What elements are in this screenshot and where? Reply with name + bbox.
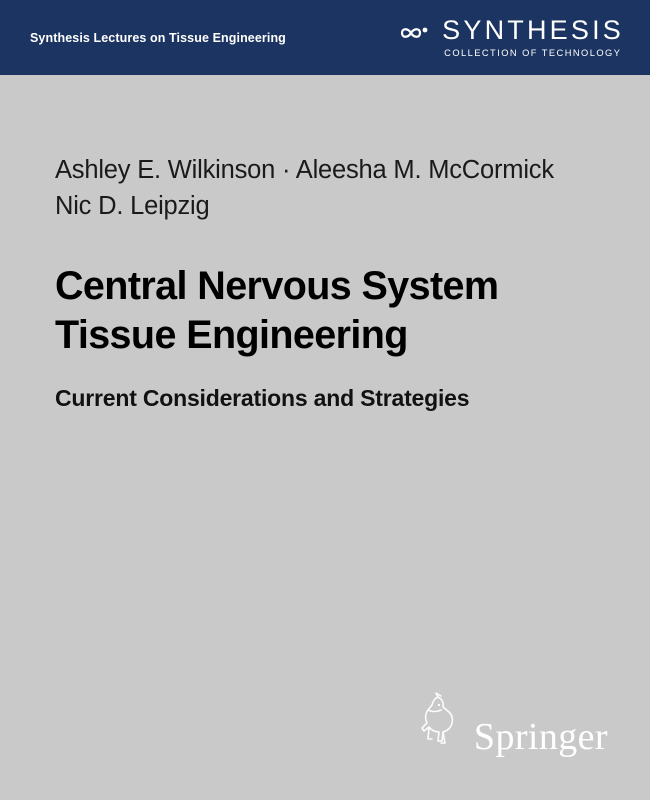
series-title: Synthesis Lectures on Tissue Engineering — [30, 30, 286, 45]
synthesis-brand — [398, 17, 650, 58]
publisher-name: Springer — [473, 716, 608, 758]
book-subtitle: Current Considerations and Strategies — [55, 384, 470, 411]
book-title-line-1: Central Nervous System — [55, 264, 499, 309]
synthesis-wordmark: SYNTHESIS — [442, 15, 624, 45]
springer-horse-icon — [408, 691, 464, 758]
cover-content — [55, 152, 595, 412]
synthesis-infinity-icon — [398, 22, 432, 49]
synthesis-brand-text — [442, 17, 624, 58]
synthesis-collection-label: COLLECTION OF TECHNOLOGY — [444, 48, 622, 58]
publisher-logo — [408, 691, 608, 758]
author-list — [55, 152, 595, 224]
author-line-1: Ashley E. Wilkinson · Aleesha M. McCormick — [55, 156, 554, 184]
series-banner — [0, 0, 650, 75]
book-title — [55, 262, 595, 358]
book-title-line-2: Tissue Engineering — [55, 312, 408, 357]
author-line-2: Nic D. Leipzig — [55, 192, 210, 221]
